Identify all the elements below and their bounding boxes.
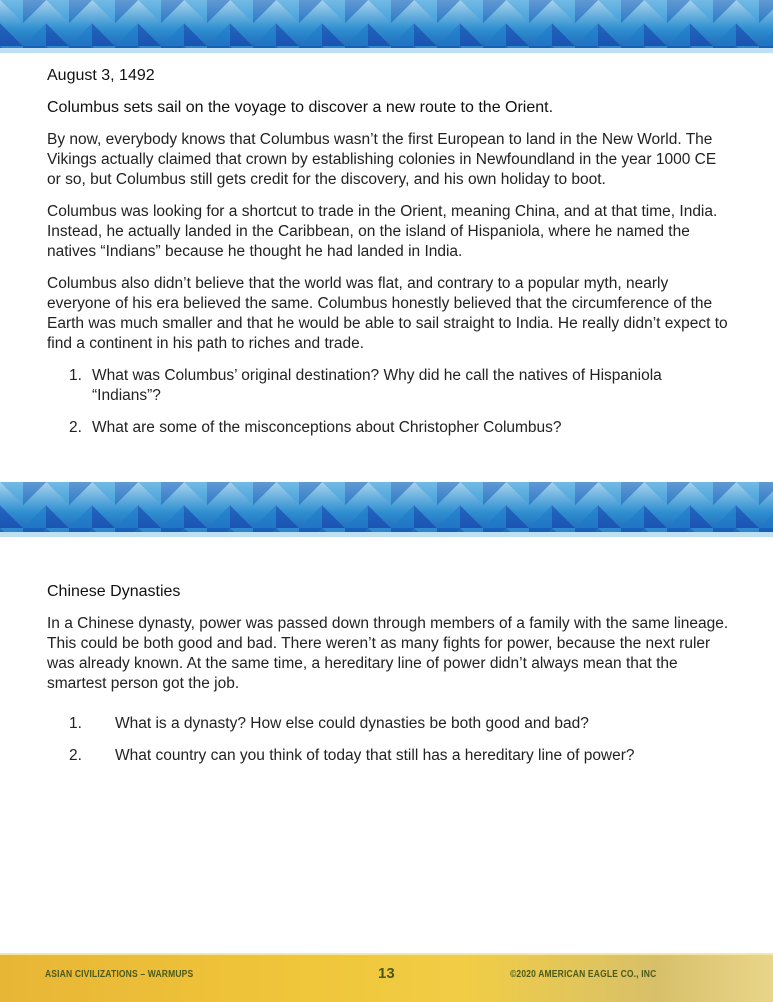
question-list	[47, 714, 732, 766]
question-number: 1.	[69, 715, 82, 732]
question-item	[47, 714, 732, 734]
question-text: What was Columbus’ original destination? Why did he call the natives of Hispaniola “Indians”?	[92, 367, 662, 404]
question-text: What are some of the misconceptions about Christopher Columbus?	[92, 419, 562, 436]
question-text: What country can you think of today that still has a hereditary line of power?	[115, 747, 635, 764]
page-footer	[0, 953, 773, 1002]
question-list	[47, 366, 732, 438]
question-item	[47, 366, 732, 406]
dynasties-section	[47, 582, 732, 778]
headline: Columbus sets sail on the voyage to discover a new route to the Orient.	[47, 99, 554, 116]
question-item	[47, 418, 732, 438]
paragraph: Columbus was looking for a shortcut to trade in the Orient, meaning China, and at that time, India. Instead, he actually landed in the Caribbean, on the island of Hispaniola, where he named the natives “Indians” because he thought he had landed in India.	[47, 203, 718, 260]
paragraph: Columbus also didn’t believe that the world was flat, and contrary to a popular myth, nearly everyone of his era believed the same. Columbus honestly believed that the circumference of the Earth was much smaller and that he would be able to sail straight to India. He really didn’t expect to find a continent in his path to riches and trade.	[47, 275, 728, 352]
date-heading: August 3, 1492	[47, 67, 155, 84]
paragraph: In a Chinese dynasty, power was passed down through members of a family with the same lineage. This could be both good and bad. There weren’t as many fights for power, because the next ruler was already known. At the same time, a hereditary line of power didn’t always mean that the smartest person got the job.	[47, 615, 729, 692]
middle-decorative-banner	[0, 482, 773, 537]
question-item	[47, 746, 732, 766]
question-text: What is a dynasty? How else could dynasties be both good and bad?	[115, 715, 589, 732]
question-number: 1.	[69, 367, 82, 384]
section-title: Chinese Dynasties	[47, 583, 181, 600]
question-number: 2.	[69, 747, 82, 764]
footer-book-title: ASIAN CIVILIZATIONS – WARMUPS	[45, 969, 194, 980]
paragraph: By now, everybody knows that Columbus wasn’t the first European to land in the New World. The Vikings actually claimed that crown by establishing colonies in Newfoundland in the year 1000 CE or so, but Columbus still gets credit for the discovery, and his own holiday to boot.	[47, 131, 717, 188]
top-decorative-banner	[0, 0, 773, 53]
columbus-section	[47, 66, 732, 450]
question-number: 2.	[69, 419, 82, 436]
footer-copyright: ©2020 AMERICAN EAGLE CO., INC	[510, 969, 657, 980]
page-number: 13	[378, 965, 395, 982]
